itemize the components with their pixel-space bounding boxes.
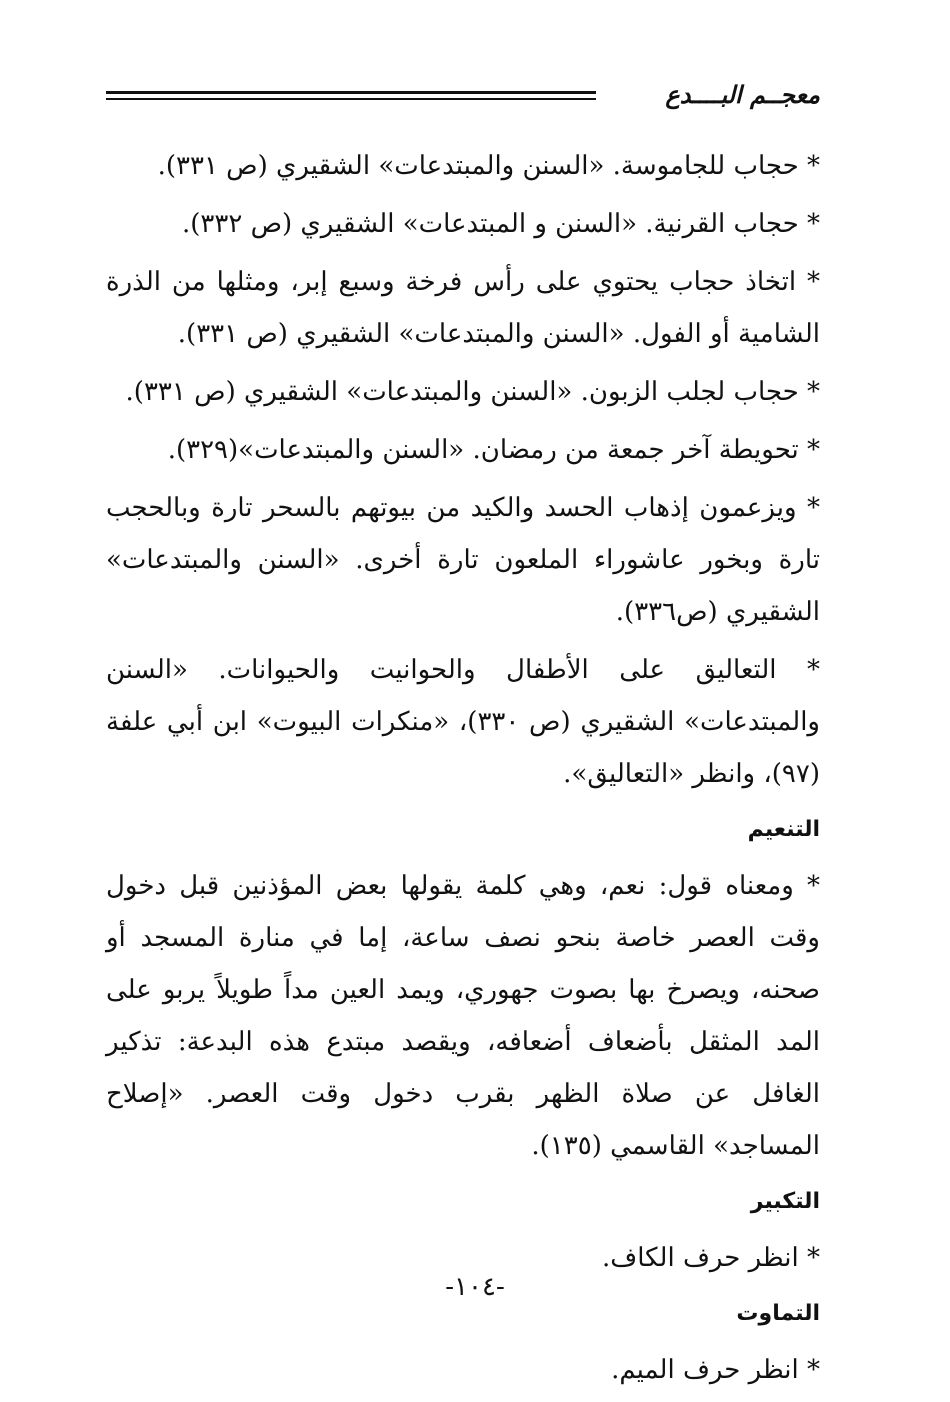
entry-paragraph: * اتخاذ حجاب يحتوي على رأس فرخة وسبع إبر، ومثلها من الذرة الشامية أو الفول. «السنن والمبتدعات» الشقيري (ص ٣٣١).	[106, 267, 820, 349]
entry-paragraph: * حجاب لجلب الزبون. «السنن والمبتدعات» الشقيري (ص ٣٣١).	[125, 377, 820, 407]
running-title: معجــم البــــدع	[665, 80, 820, 109]
entry-paragraph: * حجاب للجاموسة. «السنن والمبتدعات» الشقيري (ص ٣٣١).	[157, 151, 820, 181]
entry-paragraph-takbir: * انظر حرف الكاف.	[602, 1243, 820, 1273]
header-rule-thick	[106, 91, 596, 94]
entry-paragraph-tamawut: * انظر حرف الميم.	[611, 1355, 820, 1385]
section-heading-tamawut: التماوت	[736, 1301, 820, 1326]
entry-paragraph: * ويزعمون إذهاب الحسد والكيد من بيوتهم بالسحر تارة وبالحجب تارة وبخور عاشوراء الملعون تارة أخرى. «السنن والمبتدعات» الشقيري (ص٣٣٦).	[106, 493, 820, 627]
entry-paragraph: * التعاليق على الأطفال والحوانيت والحيوانات. «السنن والمبتدعات» الشقيري (ص ٣٣٠)، «منكرات البيوت» ابن أبي علفة (٩٧)، وانظر «التعاليق».	[106, 655, 820, 789]
section-heading-takbir: التكبير	[750, 1189, 820, 1214]
page-header	[106, 80, 820, 110]
page-body	[106, 140, 820, 1402]
section-heading-tanim: التنعيم	[747, 817, 820, 842]
page-number: -١٠٤-	[445, 1272, 505, 1302]
entry-paragraph: * تحويطة آخر جمعة من رمضان. «السنن والمبتدعات»(٣٢٩).	[167, 435, 820, 465]
entry-paragraph-tanim: * ومعناه قول: نعم، وهي كلمة يقولها بعض المؤذنين قبل دخول وقت العصر خاصة بنحو نصف ساعة، إما في منارة المسجد أو صحنه، ويصرخ بها بصوت جهوري، ويمد العين مداً طويلاً يربو على المد المثقل بأضعاف أضعافه، ويقصد مبتدع هذه البدعة: تذكير الغافل عن صلاة الظهر بقرب دخول وقت العصر. «إصلاح المساجد» القاسمي (١٣٥).	[106, 871, 820, 1161]
header-rule-thin	[106, 98, 596, 100]
entry-paragraph: * حجاب القرنية. «السنن و المبتدعات» الشقيري (ص ٣٣٢).	[181, 209, 820, 239]
